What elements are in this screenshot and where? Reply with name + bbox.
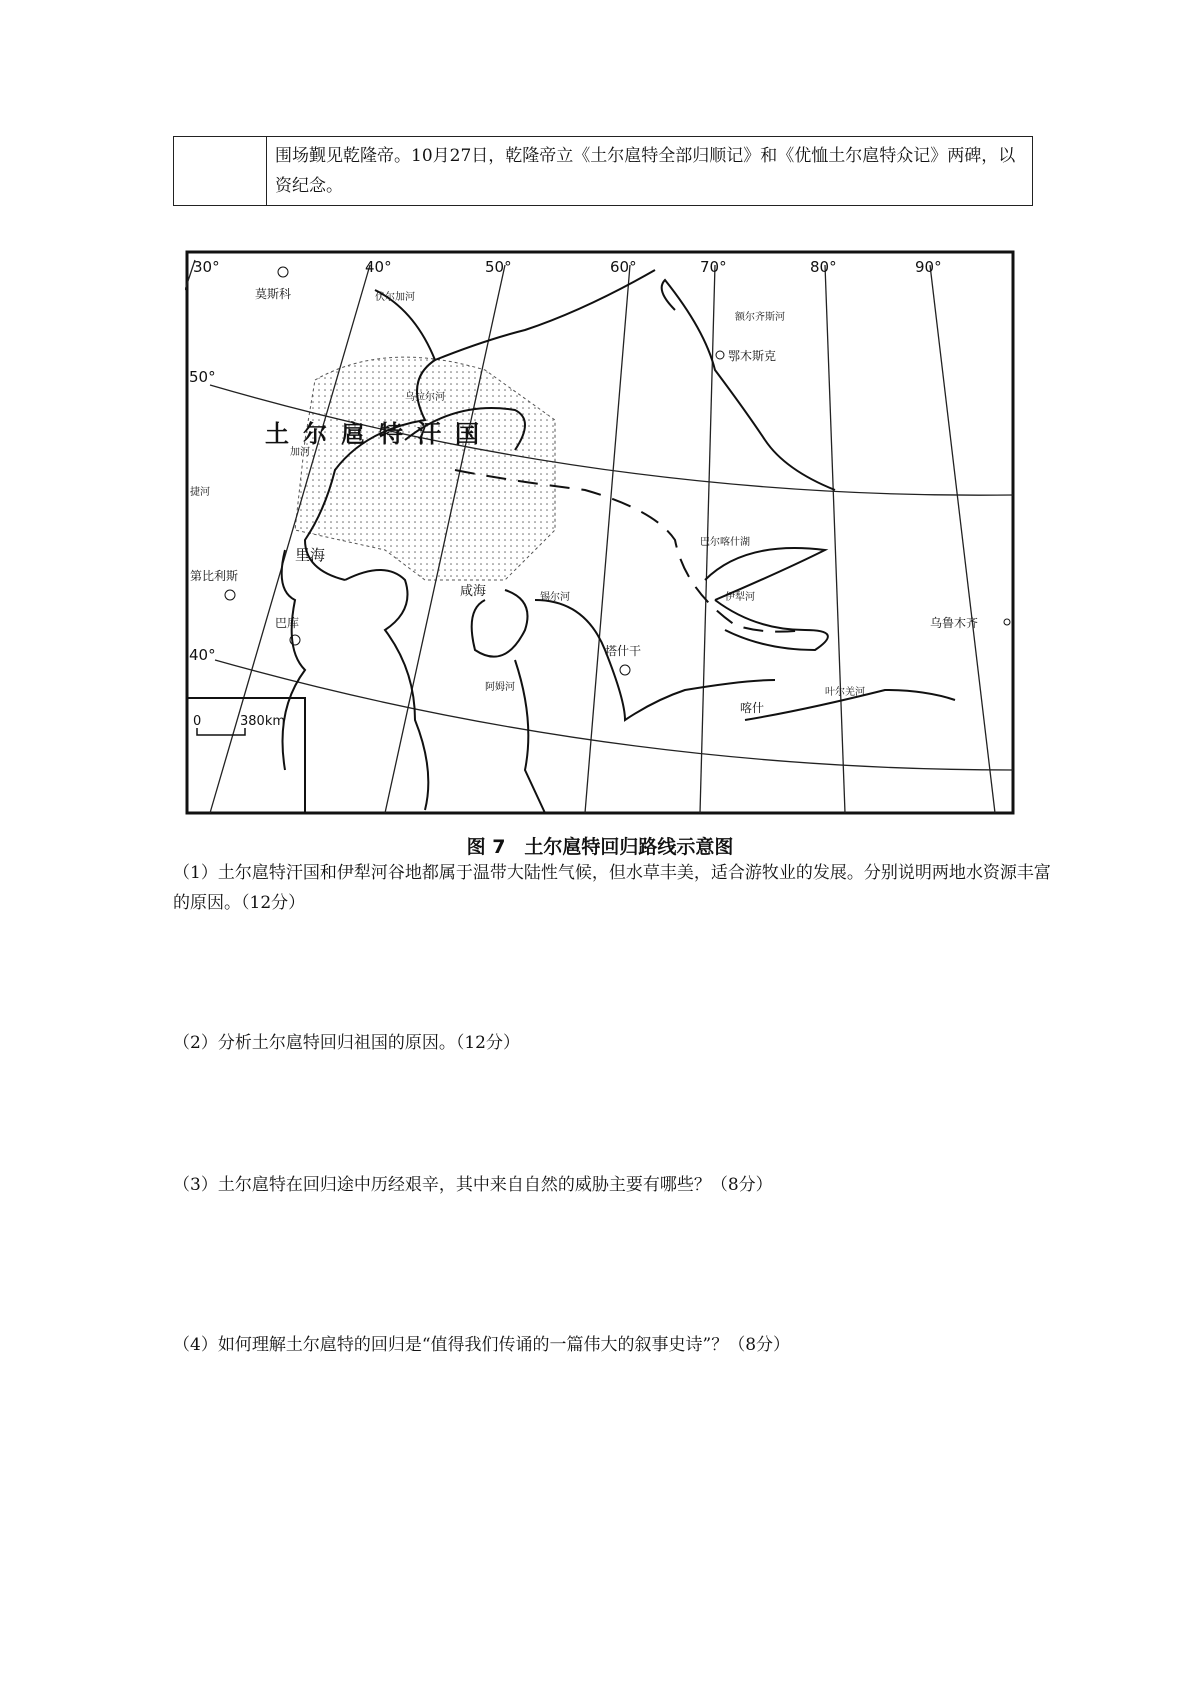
lon-label: 60° — [610, 258, 637, 276]
city-moscow: 莫斯科 — [255, 287, 292, 301]
lon-label: 30° — [193, 258, 220, 276]
lon-label: 50° — [485, 258, 512, 276]
question-2: （2）分析土尔扈特回归祖国的原因。（12分） — [173, 1033, 520, 1053]
label-amu: 阿姆河 — [485, 682, 515, 693]
label-volga: 伏尔加河 — [375, 292, 415, 303]
label-irtysh: 额尔齐斯河 — [735, 312, 785, 323]
label-ili: 伊犁河 — [725, 592, 755, 603]
question-1: （1）土尔扈特汗国和伊犁河谷地都属于温带大陆性气候，但水草丰美，适合游牧业的发展。分别说明两地水资源丰富的原因。（12分） — [173, 863, 1051, 913]
khanate-label: 土尔扈特汗国 — [265, 420, 493, 448]
lon-label: 90° — [915, 258, 942, 276]
label-volga-lower: 加河 — [290, 447, 310, 458]
scale-zero: 0 — [193, 714, 202, 729]
question-4: （4）如何理解土尔扈特的回归是“值得我们传诵的一篇伟大的叙事史诗”？（8分） — [173, 1335, 791, 1355]
info-table — [173, 136, 1033, 206]
city-urumqi: 乌鲁木齐 — [930, 616, 979, 630]
lon-label: 40° — [365, 258, 392, 276]
label-terek: 捷河 — [190, 487, 210, 498]
label-ural: 乌拉尔河 — [405, 392, 445, 403]
label-syr: 锡尔河 — [540, 592, 570, 603]
city-tbilisi: 第比利斯 — [190, 569, 239, 583]
city-baku: 巴库 — [275, 616, 300, 630]
city-tashkent: 塔什干 — [605, 644, 642, 658]
label-balkhash: 巴尔喀什湖 — [700, 537, 750, 548]
table-cell-text: 围场觐见乾隆帝。10月27日，乾隆帝立《土尔扈特全部归顺记》和《优恤土尔扈特众记》两碑，以资纪念。 — [267, 137, 1033, 206]
figure-caption: 图 7 土尔扈特回归路线示意图 — [466, 836, 734, 858]
lat-label: 40° — [189, 646, 216, 664]
city-kashgar: 喀什 — [740, 701, 765, 715]
label-aral: 咸海 — [460, 584, 487, 599]
question-3: （3）土尔扈特在回归途中历经艰辛，其中来自自然的威胁主要有哪些？（8分） — [173, 1175, 773, 1195]
scale-value: 380km — [240, 714, 286, 729]
label-caspian: 里海 — [295, 546, 326, 564]
table-cell-empty — [174, 137, 267, 206]
label-yarkand: 叶尔羌河 — [825, 687, 865, 698]
lon-label: 70° — [700, 258, 727, 276]
route-map — [185, 250, 1015, 815]
city-omsk: 鄂木斯克 — [728, 349, 777, 363]
lat-label: 50° — [189, 368, 216, 386]
lon-label: 80° — [810, 258, 837, 276]
